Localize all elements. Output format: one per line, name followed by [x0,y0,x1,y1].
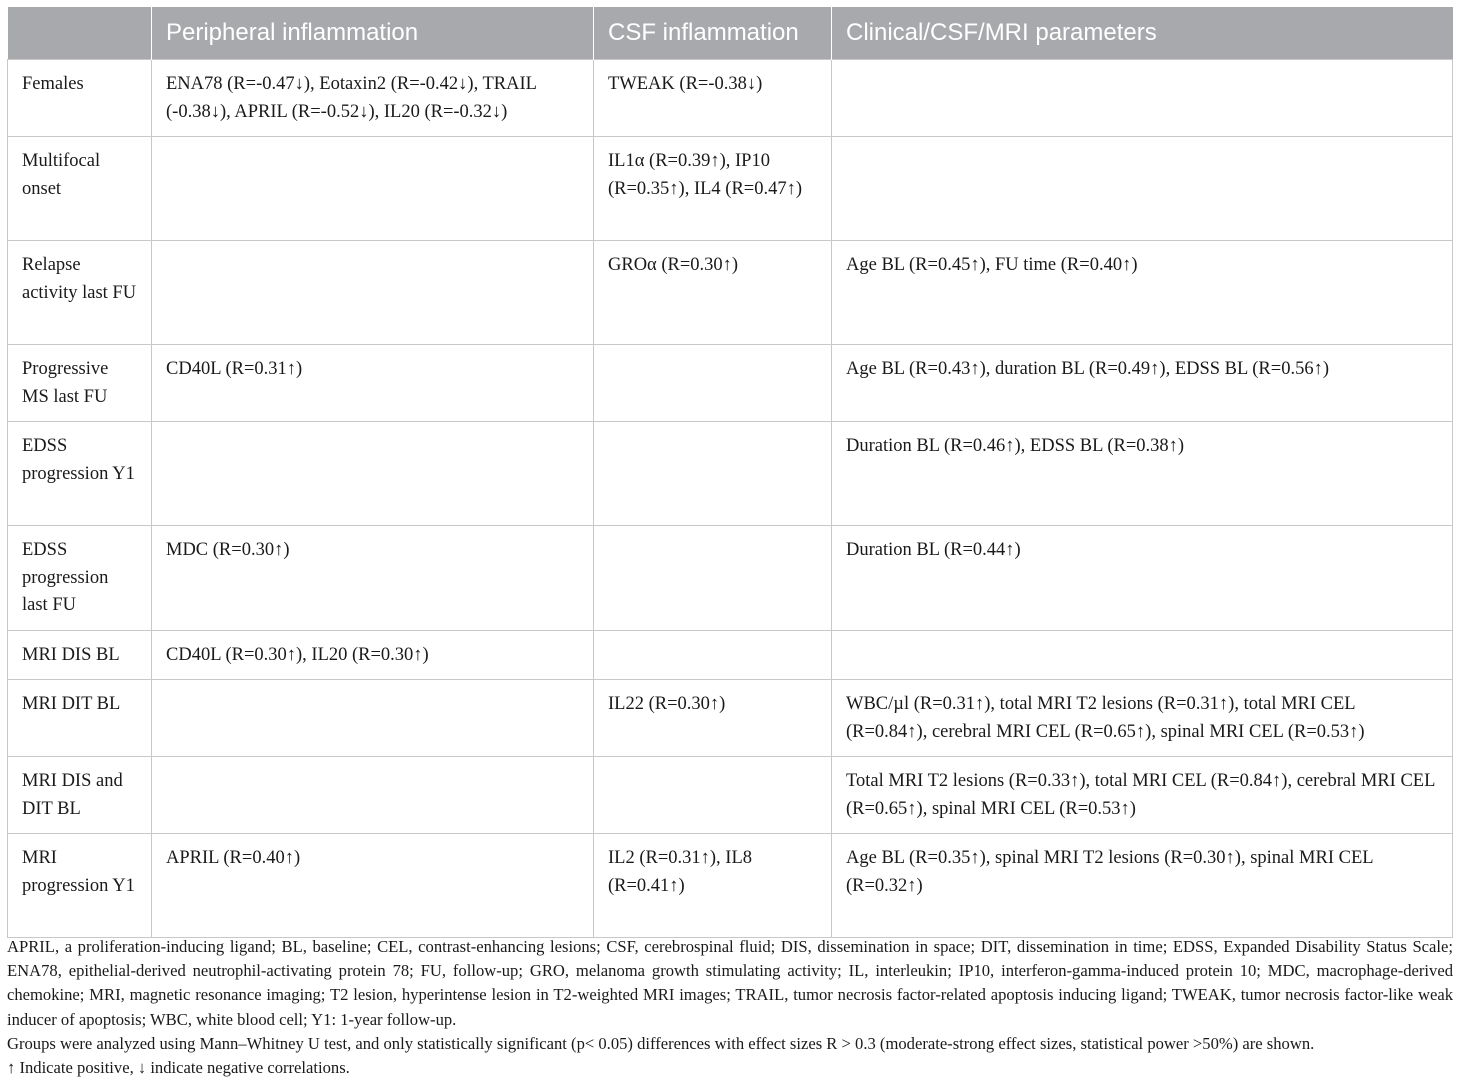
cell-clinical [832,60,1453,137]
cell-csf: GROα (R=0.30↑) [594,241,832,345]
cell-csf: TWEAK (R=-0.38↓) [594,60,832,137]
table-row [8,60,1453,137]
cell-peripheral [152,137,594,241]
cell-clinical: Age BL (R=0.43↑), duration BL (R=0.49↑), EDSS BL (R=0.56↑) [832,345,1453,422]
header-row [8,7,1453,60]
table-body [8,60,1453,938]
header-cell-csf: CSF inflammation [594,7,832,60]
table-row [8,526,1453,631]
row-label: Females [8,60,152,137]
arrow-legend-note: ↑ Indicate positive, ↓ indicate negative correlations. [7,1058,350,1078]
table-footnotes [7,935,1453,1080]
cell-peripheral [152,757,594,834]
cell-peripheral: ENA78 (R=-0.47↓), Eotaxin2 (R=-0.42↓), TRAIL (-0.38↓), APRIL (R=-0.52↓), IL20 (R=-0.32↓) [152,60,594,137]
row-label: MRI DIS BL [8,630,152,680]
cell-clinical [832,137,1453,241]
cell-clinical: Duration BL (R=0.46↑), EDSS BL (R=0.38↑) [832,422,1453,526]
cell-peripheral: APRIL (R=0.40↑) [152,834,594,938]
table-row [8,422,1453,526]
row-label: EDSS progression last FU [8,526,152,631]
row-label: MRI DIS and DIT BL [8,757,152,834]
header-cell-peripheral: Peripheral inflammation [152,7,594,60]
table-row [8,757,1453,834]
cell-csf [594,757,832,834]
cell-peripheral: MDC (R=0.30↑) [152,526,594,631]
table-row [8,630,1453,680]
table-row [8,345,1453,422]
row-label: Progressive MS last FU [8,345,152,422]
results-table-container [7,7,1452,938]
results-table [7,7,1453,938]
methods-note: Groups were analyzed using Mann–Whitney U test, and only statistically significant (p< 0.05) differences with effect sizes R > 0.3 (moderate-strong effect sizes, statistical power >50%) are shown. [7,1033,1315,1053]
cell-clinical: WBC/µl (R=0.31↑), total MRI T2 lesions (R=0.31↑), total MRI CEL (R=0.84↑), cerebral MRI CEL (R=0.65↑), spinal MRI CEL (R=0.53↑) [832,680,1453,757]
cell-csf: IL1α (R=0.39↑), IP10 (R=0.35↑), IL4 (R=0.47↑) [594,137,832,241]
table-header [8,7,1453,60]
cell-peripheral [152,422,594,526]
cell-peripheral: CD40L (R=0.31↑) [152,345,594,422]
cell-clinical [832,630,1453,680]
row-label: Relapse activity last FU [8,241,152,345]
cell-csf [594,630,832,680]
table-row [8,834,1453,938]
cell-clinical: Duration BL (R=0.44↑) [832,526,1453,631]
cell-peripheral: CD40L (R=0.30↑), IL20 (R=0.30↑) [152,630,594,680]
cell-clinical: Total MRI T2 lesions (R=0.33↑), total MRI CEL (R=0.84↑), cerebral MRI CEL (R=0.65↑), spinal MRI CEL (R=0.53↑) [832,757,1453,834]
abbreviations-note: APRIL, a proliferation-inducing ligand; BL, baseline; CEL, contrast-enhancing lesions; CSF, cerebrospinal fluid; DIS, dissemination in space; DIT, dissemination in time; EDSS, Expanded Disability Status Scale; ENA78, epithelial-derived neutrophil-activating protein 78; FU, follow-up; GRO, melanoma growth stimulating activity; IL, interleukin; IP10, interferon-gamma-induced protein 10; MDC, macrophage-derived chemokine; MRI, magnetic resonance imaging; T2 lesion, hyperintense lesion in T2-weighted MRI images; TRAIL, tumor necrosis factor-related apoptosis inducing ligand; TWEAK, tumor necrosis factor-like weak inducer of apoptosis; WBC, white blood cell; Y1: 1-year follow-up. [7,937,1453,1029]
row-label: MRI DIT BL [8,680,152,757]
row-label: Multifocal onset [8,137,152,241]
cell-peripheral [152,680,594,757]
header-cell-clinical: Clinical/CSF/MRI parameters [832,7,1453,60]
header-cell-variable [8,7,152,60]
cell-csf [594,422,832,526]
cell-csf: IL2 (R=0.31↑), IL8 (R=0.41↑) [594,834,832,938]
cell-clinical: Age BL (R=0.35↑), spinal MRI T2 lesions (R=0.30↑), spinal MRI CEL (R=0.32↑) [832,834,1453,938]
row-label: EDSS progression Y1 [8,422,152,526]
cell-peripheral [152,241,594,345]
table-row [8,137,1453,241]
cell-csf: IL22 (R=0.30↑) [594,680,832,757]
cell-csf [594,526,832,631]
table-row [8,241,1453,345]
cell-csf [594,345,832,422]
cell-clinical: Age BL (R=0.45↑), FU time (R=0.40↑) [832,241,1453,345]
table-row [8,680,1453,757]
row-label: MRI progression Y1 [8,834,152,938]
